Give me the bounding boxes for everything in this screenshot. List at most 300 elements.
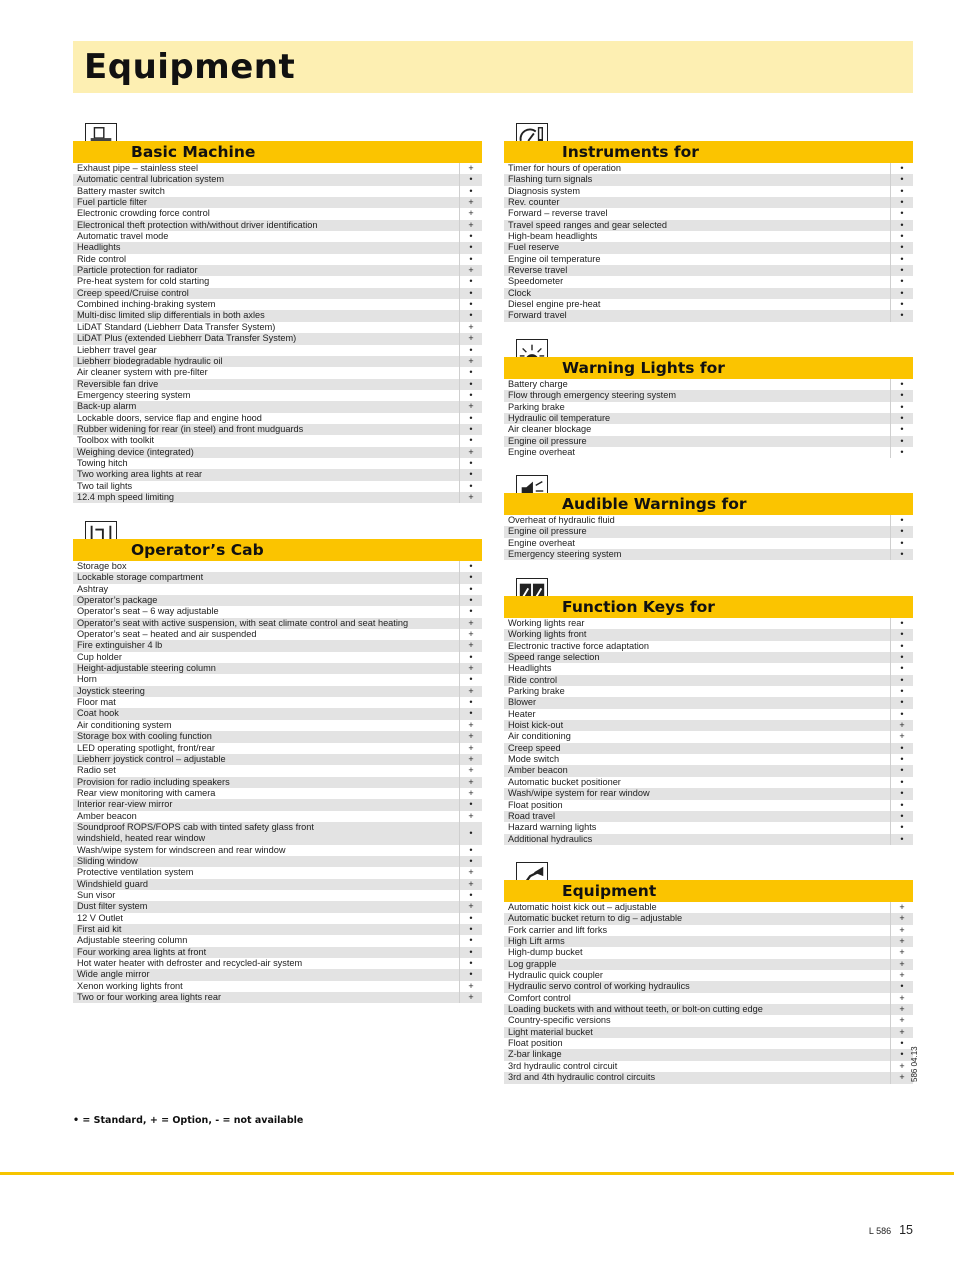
item-label: Working lights rear [508,618,585,628]
availability-mark: • [890,629,913,640]
availability-mark: + [890,1027,913,1038]
item-label: Parking brake [508,686,565,697]
list-item [73,754,482,765]
availability-mark: + [890,902,913,913]
availability-mark: • [890,163,913,174]
list-item [73,242,482,253]
list-item [73,254,482,265]
list-item [504,174,913,185]
page-title-bar [73,41,913,93]
availability-mark: • [459,174,482,185]
list-item [73,276,482,287]
item-label: Radio set [77,765,116,776]
item-label: Joystick steering [77,685,145,696]
availability-mark: + [459,663,482,674]
list-item [504,424,913,435]
availability-mark: + [890,720,913,731]
list-item [504,788,913,799]
availability-mark: + [890,970,913,981]
item-label: Cup holder [77,651,122,662]
availability-mark: + [890,959,913,970]
availability-mark: • [890,618,913,629]
list-item [73,606,482,617]
item-label: Creep speed [508,742,561,753]
list-item [73,481,482,492]
list-item [504,743,913,754]
section-title: Function Keys for [562,598,715,616]
item-label: LiDAT Standard (Liebherr Data Transfer System) [77,321,276,332]
item-label: Mode switch [508,754,560,765]
list-item [504,720,913,731]
availability-mark: + [459,265,482,276]
availability-mark: • [890,299,913,310]
availability-mark: + [459,356,482,367]
list-item [73,992,482,1003]
list-item [73,674,482,685]
item-label: Operator’s seat – heated and air suspended [77,629,257,640]
list-item [73,856,482,867]
list-item [504,1049,913,1060]
section-title: Audible Warnings for [562,495,747,513]
list-item [504,379,913,390]
availability-mark: • [890,379,913,390]
list-item [504,697,913,708]
availability-mark: • [459,367,482,378]
page-footer [869,1223,913,1237]
list-item [73,435,482,446]
item-label: Headlights [77,242,121,253]
item-label: Height-adjustable steering column [77,663,216,674]
list-item [73,640,482,651]
availability-mark: • [459,674,482,685]
item-label: Windshield guard [77,878,148,889]
item-label: Liebherr joystick control – adjustable [77,753,226,764]
list-item [504,402,913,413]
list-item [504,686,913,697]
item-label: Blower [508,697,537,708]
item-label: Dust filter system [77,901,148,912]
list-item [504,1015,913,1026]
availability-mark: • [459,969,482,980]
list-item [504,163,913,174]
availability-mark: • [890,447,913,458]
section-header [73,141,482,163]
list-item [504,970,913,981]
item-label: Flashing turn signals [508,174,593,185]
availability-mark: • [890,652,913,663]
list-item [73,958,482,969]
list-item [504,197,913,208]
section-instruments [504,120,913,322]
section-equipment [504,859,913,1084]
list-item [504,231,913,242]
availability-mark: • [459,435,482,446]
availability-mark: • [459,390,482,401]
section-title: Basic Machine [131,143,256,161]
list-item [504,220,913,231]
item-label: Horn [77,674,97,685]
list-item [73,811,482,822]
availability-mark: • [459,186,482,197]
availability-mark: • [890,675,913,686]
availability-mark: + [890,1061,913,1072]
section-title: Operator’s Cab [131,541,264,559]
availability-mark: • [459,345,482,356]
availability-mark: + [890,1072,913,1083]
list-item [504,765,913,776]
list-item [504,993,913,1004]
item-label: Electronical theft protection with/without driver identification [77,219,318,230]
availability-mark: + [459,754,482,765]
list-item [73,288,482,299]
availability-mark: • [459,231,482,242]
item-label: Operator’s seat – 6 way adjustable [77,606,219,617]
list-item [73,220,482,231]
item-label: Loading buckets with and without teeth, or bolt-on cutting edge [508,1004,763,1015]
list-item [73,174,482,185]
availability-mark: • [459,254,482,265]
legend: • = Standard, + = Option, - = not available [73,1115,304,1126]
availability-mark: • [890,800,913,811]
availability-mark: • [890,208,913,219]
list-item [73,390,482,401]
item-label: Air cleaner system with pre-filter [77,367,208,378]
item-label: Forward travel [508,310,567,321]
item-label: Back-up alarm [77,401,137,412]
list-item [504,276,913,287]
item-label: Automatic bucket positioner [508,776,621,787]
footer-divider [0,1172,954,1175]
list-item [73,424,482,435]
list-item [73,924,482,935]
availability-mark: + [459,208,482,219]
list-item [504,1027,913,1038]
list-item [73,561,482,572]
item-label: Overheat of hydraulic fluid [508,515,615,525]
item-label: Fuel particle filter [77,197,147,208]
equipment-list [504,379,913,458]
item-label: Light material bucket [508,1026,593,1037]
availability-mark: • [459,299,482,310]
item-label: Two working area lights at rear [77,469,203,480]
item-label: Travel speed ranges and gear selected [508,219,668,230]
availability-mark: + [459,640,482,651]
availability-mark: • [890,413,913,424]
availability-mark: • [459,856,482,867]
item-label: Floor mat [77,697,116,708]
list-item [504,549,913,560]
list-item [73,265,482,276]
list-item [504,981,913,992]
list-item [73,322,482,333]
item-label: Amber beacon [508,765,568,776]
equipment-list [504,618,913,845]
availability-mark: • [890,515,913,526]
availability-mark: • [459,379,482,390]
list-item [73,469,482,480]
availability-mark: • [890,788,913,799]
item-label: First aid kit [77,924,122,934]
equipment-list [504,163,913,322]
item-label: 3rd and 4th hydraulic control circuits [508,1072,656,1083]
availability-mark: • [890,424,913,435]
list-item [73,913,482,924]
availability-mark: + [459,163,482,174]
availability-mark: • [890,754,913,765]
availability-mark: • [890,811,913,822]
availability-mark: • [890,1049,913,1060]
availability-mark: • [890,174,913,185]
availability-mark: • [890,743,913,754]
item-label: Country-specific versions [508,1015,611,1026]
availability-mark: + [890,731,913,742]
item-label: Soundproof ROPS/FOPS cab with tinted safety glass front windshield, heated rear window [77,821,314,844]
availability-mark: • [890,709,913,720]
item-label: Pre-heat system for cold starting [77,276,210,287]
list-item [73,208,482,219]
list-item [73,720,482,731]
availability-mark: • [890,402,913,413]
item-label: Automatic central lubrication system [77,174,225,185]
page-number: 15 [899,1223,913,1237]
list-item [73,652,482,663]
availability-mark: + [459,333,482,344]
section-header [504,880,913,902]
item-label: Wash/wipe system for rear window [508,788,650,799]
availability-mark: + [459,686,482,697]
availability-mark: • [890,1038,913,1049]
availability-mark: + [459,867,482,878]
page-title: Equipment [84,47,296,87]
list-item [73,743,482,754]
availability-mark: • [890,777,913,788]
item-label: Two or four working area lights rear [77,992,221,1003]
list-item [73,777,482,788]
list-item [504,618,913,629]
item-label: Hydraulic oil temperature [508,413,611,424]
item-label: Hydraulic servo control of working hydraulics [508,981,690,992]
list-item [504,515,913,526]
availability-mark: • [459,469,482,480]
equipment-list [504,902,913,1084]
item-label: Exhaust pipe – stainless steel [77,163,199,173]
section-title: Equipment [562,882,657,900]
availability-mark: + [459,618,482,629]
item-label: Working lights front [508,629,587,640]
list-item [73,333,482,344]
item-label: Headlights [508,663,552,674]
item-label: 3rd hydraulic control circuit [508,1060,618,1071]
list-item [73,401,482,412]
item-label: Hydraulic quick coupler [508,970,603,981]
equipment-list [504,515,913,560]
list-item [504,254,913,265]
availability-mark: • [459,652,482,663]
availability-mark: • [890,697,913,708]
list-item [504,925,913,936]
item-label: Battery master switch [77,185,165,196]
item-label: Liebherr biodegradable hydraulic oil [77,355,223,366]
list-item [73,186,482,197]
item-label: Xenon working lights front [77,980,183,991]
availability-mark: + [459,220,482,231]
item-label: Engine oil temperature [508,253,601,264]
availability-mark: + [459,743,482,754]
availability-mark: + [459,447,482,458]
item-label: Emergency steering system [508,549,622,560]
item-label: Road travel [508,810,555,821]
list-item [73,901,482,912]
list-item [73,935,482,946]
availability-mark: • [890,822,913,833]
availability-mark: • [459,481,482,492]
availability-mark: + [890,1015,913,1026]
item-label: Lockable doors, service flap and engine hood [77,412,262,423]
list-item [504,800,913,811]
item-label: Sliding window [77,855,138,866]
list-item [504,413,913,424]
section-function-keys [504,575,913,845]
availability-mark: • [890,526,913,537]
availability-mark: + [890,1004,913,1015]
list-item [504,731,913,742]
availability-mark: • [459,947,482,958]
list-item [73,356,482,367]
list-item [504,663,913,674]
list-item [504,186,913,197]
item-label: Particle protection for radiator [77,265,198,276]
list-item [73,822,482,845]
list-item [73,947,482,958]
list-item [504,538,913,549]
list-item [73,799,482,810]
availability-mark: + [459,629,482,640]
list-item [73,367,482,378]
item-label: Speed range selection [508,652,600,663]
list-item [504,641,913,652]
item-label: Clock [508,287,531,298]
item-label: Rear view monitoring with camera [77,787,216,798]
item-label: Emergency steering system [77,389,191,400]
item-label: Parking brake [508,401,565,412]
section-header [504,141,913,163]
availability-mark: • [459,822,482,845]
list-item [504,902,913,913]
item-label: Ride control [508,674,558,685]
availability-mark: • [459,584,482,595]
item-label: Float position [508,799,563,810]
item-label: 12 V Outlet [77,912,123,923]
list-item [504,299,913,310]
section-title: Warning Lights for [562,359,725,377]
item-label: Engine oil pressure [508,526,587,537]
availability-mark: • [459,697,482,708]
list-item [73,708,482,719]
list-item [73,163,482,174]
availability-mark: • [890,197,913,208]
availability-mark: • [459,606,482,617]
item-label: Hoist kick-out [508,720,564,731]
list-item [73,697,482,708]
item-label: Air conditioning system [77,719,172,730]
item-label: Fork carrier and lift forks [508,924,608,935]
list-item [73,458,482,469]
list-item [73,413,482,424]
list-item [73,618,482,629]
item-label: Heater [508,708,536,719]
item-label: Storage box with cooling function [77,731,212,742]
item-label: Creep speed/Cruise control [77,287,189,298]
item-label: High-beam headlights [508,231,598,242]
list-item [73,492,482,503]
list-item [73,890,482,901]
availability-mark: • [890,538,913,549]
list-item [73,788,482,799]
availability-mark: + [459,765,482,776]
list-item [73,345,482,356]
availability-mark: • [459,561,482,572]
list-item [73,981,482,992]
list-item [504,913,913,924]
item-label: Automatic hoist kick out – adjustable [508,902,657,912]
list-item [504,526,913,537]
list-item [73,686,482,697]
list-item [73,765,482,776]
availability-mark: + [890,947,913,958]
availability-mark: + [890,925,913,936]
item-label: Two tail lights [77,480,133,491]
item-label: Comfort control [508,992,571,1003]
item-label: Automatic bucket return to dig – adjustable [508,913,683,924]
list-item [73,447,482,458]
item-label: Wash/wipe system for windscreen and rear window [77,844,286,855]
availability-mark: • [459,242,482,253]
availability-mark: + [459,901,482,912]
list-item [73,629,482,640]
availability-mark: + [459,981,482,992]
availability-mark: • [459,799,482,810]
list-item [504,436,913,447]
item-label: Four working area lights at front [77,946,207,957]
item-label: Ride control [77,253,127,264]
availability-mark: • [459,924,482,935]
list-item [73,867,482,878]
section-header [504,357,913,379]
availability-mark: + [459,720,482,731]
availability-mark: + [890,913,913,924]
availability-mark: • [890,231,913,242]
list-item [504,936,913,947]
availability-mark: + [459,492,482,503]
item-label: Automatic travel mode [77,231,169,242]
item-label: Ashtray [77,583,109,594]
section-title: Instruments for [562,143,699,161]
item-label: Toolbox with toolkit [77,435,155,446]
list-item [504,777,913,788]
item-label: Reverse travel [508,265,568,276]
item-label: Lockable storage compartment [77,572,204,583]
list-item [504,754,913,765]
list-item [73,584,482,595]
equipment-list [73,561,482,1003]
item-label: Z-bar linkage [508,1049,562,1060]
item-label: Coat hook [77,708,119,719]
item-label: Diagnosis system [508,185,580,196]
item-label: Engine overheat [508,537,575,548]
item-label: Liebherr travel gear [77,344,157,355]
list-item [504,959,913,970]
list-item [504,822,913,833]
